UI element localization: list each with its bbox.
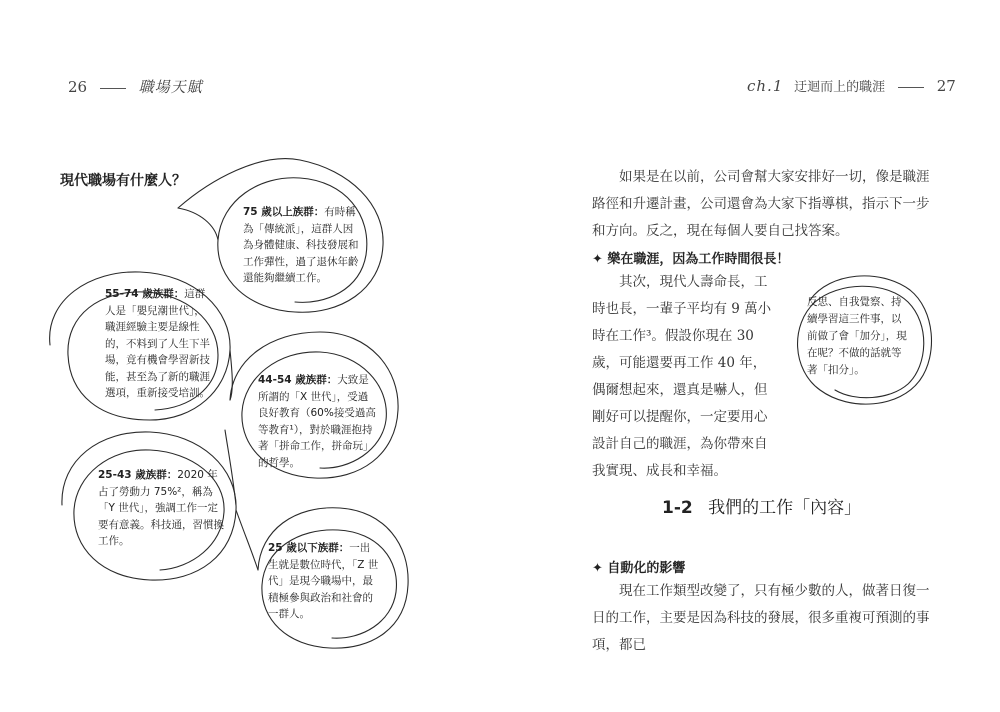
group-25-43 [98, 467, 224, 550]
paragraph-1-text: 如果是在以前，公司會幫大家安排好一切，像是職涯路徑和升遷計畫，公司還會為大家下指導棋，指示下一步和方向。反之，現在每個人要自己找答案。 [592, 169, 930, 239]
right-page-number: 27 [936, 77, 956, 95]
group-label: 25-43 歲族群： [98, 469, 178, 481]
group-text: 2020 年占了勞動力 75%²，稱為「Y 世代」，強調工作一定要有意義。科技通，習慣換工作。 [98, 469, 224, 547]
header-dash [898, 87, 924, 88]
paragraph-2 [592, 269, 778, 485]
group-label: 44-54 歲族群： [258, 374, 338, 386]
right-running-header [747, 76, 956, 95]
right-page [500, 0, 1000, 712]
section-heading [662, 493, 861, 518]
paragraph-3 [592, 578, 936, 659]
side-note: 反思、自我覺察、持續學習這三件事，以前做了會「加分」，現在呢？不做的話就等著「扣分」。 [807, 296, 907, 376]
chapter-title: 迂迴而上的職涯 [794, 80, 886, 95]
left-page-number: 26 [68, 78, 88, 96]
group-under-25 [268, 540, 380, 623]
group-75-plus [243, 204, 361, 287]
group-55-74 [105, 286, 213, 402]
section-number: 1-2 [662, 498, 693, 518]
subheading-enjoy-career: ✦ 樂在職涯，因為工作時間很長！ [592, 252, 790, 267]
subheading-automation: ✦ 自動化的影響 [592, 561, 686, 576]
group-text: 有時稱為「傳統派」，這群人因為身體健康、科技發展和工作彈性，過了退休年齡還能夠繼續工作。 [243, 206, 359, 284]
book-title: 職場天賦 [138, 78, 203, 96]
group-label: 25 歲以下族群： [268, 542, 350, 554]
paragraph-3-text: 現在工作類型改變了，只有極少數的人，做著日復一日的工作，主要是因為科技的發展，很多重複可預測的事項，都已 [592, 583, 930, 653]
group-text: 大致是所謂的「X 世代」，受過良好教育（60%接受過高等教育¹），對於職涯抱持著「拼命工作，拼命玩」的哲學。 [258, 374, 376, 469]
group-label: 75 歲以上族群： [243, 206, 325, 218]
group-text: 這群人是「嬰兒潮世代」，職涯經驗主要是線性的，不料到了人生下半場，竟有機會學習新技能，甚至為了新的職涯選項，重新接受培訓。 [105, 288, 210, 399]
group-44-54 [258, 372, 376, 471]
chapter-mark: ch.1 [747, 77, 784, 95]
section-title: 我們的工作「內容」 [708, 498, 862, 518]
group-label: 55-74 歲族群： [105, 288, 185, 300]
section-question: 現代職場有什麼人？ [60, 173, 186, 189]
paragraph-2-text: 其次，現代人壽命長，工時也長，一輩子平均有 9 萬小時在工作³。假設你現在 30 歲，可能還要再工作 40 年，偶爾想起來，還真是嚇人，但剛好可以提醒你，一定要用心設計自己的職涯，為你帶來自我實現、成長和幸福。 [592, 274, 772, 479]
paragraph-1 [592, 164, 936, 245]
group-text: 一出生就是數位時代，「Z 世代」是現今職場中，最積極參與政治和社會的一群人。 [268, 542, 379, 620]
